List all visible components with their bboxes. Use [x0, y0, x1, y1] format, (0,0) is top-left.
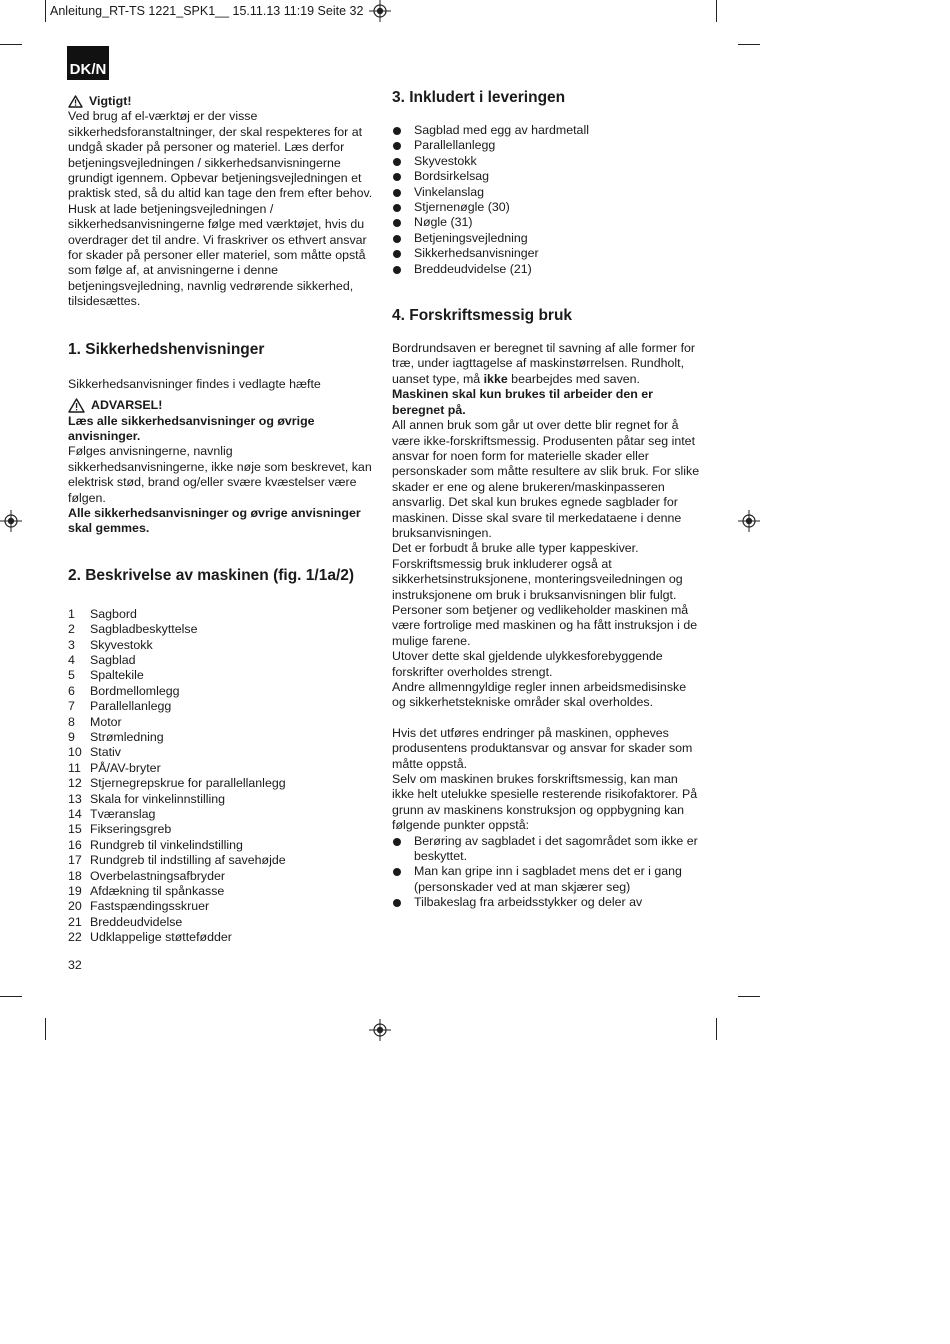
item-number: 21 — [68, 914, 82, 929]
bullet-icon — [392, 834, 414, 865]
warning-triangle-icon — [68, 95, 83, 108]
section1-heading: 1. Sikkerhedshenvisninger — [68, 340, 265, 358]
bullet-icon — [392, 215, 414, 230]
bullet-icon — [392, 246, 414, 261]
bullet-icon — [392, 185, 414, 200]
list-item — [68, 607, 373, 622]
left-column — [68, 94, 373, 946]
item-number: 4 — [68, 652, 75, 667]
item-number: 5 — [68, 668, 75, 683]
warning-bold-end: Alle sikkerhedsanvisninger og øvrige anvisninger skal gemmes. — [68, 505, 361, 536]
item-label: Parallellanlegg — [414, 138, 496, 153]
right-column — [392, 88, 702, 911]
list-item — [68, 745, 373, 760]
item-number: 17 — [68, 853, 82, 868]
item-number: 9 — [68, 730, 75, 744]
item-label: Nøgle (31) — [414, 215, 473, 230]
bullet-icon — [392, 231, 414, 246]
list-item — [392, 154, 702, 169]
warning-body: Følges anvisningerne, navnlig sikkerhedsanvisningerne, ikke nøje som beskrevet, kan elektrisk stød, brand og/eller svære kvæstelser være følgen. — [68, 444, 372, 505]
item-label: Stjernegrepskrue for parallellanlegg — [90, 776, 286, 791]
warning-triangle-icon — [68, 398, 85, 413]
list-item — [68, 884, 373, 899]
item-label: Motor — [90, 714, 122, 729]
item-number: 19 — [68, 884, 82, 899]
list-item — [68, 915, 373, 930]
item-label: Sagblad — [90, 652, 136, 667]
p1-text: Bordrundsaven er beregnet til savning af alle former for træ, under iagttagelse af maskinstørrelsen. Rundholt, uanset type, må — [392, 341, 696, 386]
list-item — [392, 123, 702, 138]
page-number: 32 — [68, 958, 82, 972]
item-label: Skala for vinkelinnstilling — [90, 791, 225, 806]
item-label: Tilbakeslag fra arbeidsstykker og deler av — [414, 895, 643, 910]
list-item — [68, 869, 373, 884]
item-label: Sagbord — [90, 606, 137, 621]
item-number: 20 — [68, 899, 82, 914]
item-label: Afdækning til spånkasse — [90, 884, 225, 899]
list-item — [68, 684, 373, 699]
item-label: Fikseringsgreb — [90, 822, 172, 837]
list-item — [68, 622, 373, 637]
bullet-icon — [392, 262, 414, 277]
item-label: Udklappelige støttefødder — [90, 930, 232, 945]
item-label: Strømledning — [90, 730, 164, 744]
bullet-icon — [392, 123, 414, 138]
item-label: Breddeudvidelse (21) — [414, 261, 532, 276]
list-item — [68, 899, 373, 914]
list-item — [68, 822, 373, 837]
section4-p3: Det er forbudt å bruke alle typer kappeskiver. — [392, 541, 639, 556]
list-item — [392, 262, 702, 277]
item-label: Rundgreb til indstilling af savehøjde — [90, 853, 286, 868]
item-number: 14 — [68, 807, 82, 822]
section1-intro: Sikkerhedsanvisninger findes i vedlagte hæfte — [68, 376, 321, 391]
item-label: Berøring av sagbladet i det sagområdet som ikke er beskyttet. — [414, 833, 698, 864]
item-label: Sikkerhedsanvisninger — [414, 246, 539, 261]
section4-p2: All annen bruk som går ut over dette blir regnet for å være ikke-forskriftsmessig. Produsenten påtar seg intet ansvar for noen form for materielle skader eller personskader som måtte resultere av slik bruk. For slike skader er ene og alene brukeren/maskinpasseren ansvarlig. Det skal kun brukes egnede sagblader for maskinen. Disse skal svare til merkedataene i denne bruksanvisningen. — [392, 418, 700, 540]
item-number: 3 — [68, 637, 75, 652]
item-number: 13 — [68, 791, 82, 806]
item-label: Tværanslag — [90, 807, 156, 822]
p1-text-end: bearbejdes med saven. — [507, 371, 640, 386]
item-number: 7 — [68, 699, 75, 714]
item-number: 16 — [68, 837, 82, 852]
section3-heading: 3. Inkludert i leveringen — [392, 89, 566, 106]
list-item — [68, 715, 373, 730]
section4-p1 — [392, 341, 702, 387]
risk-list — [392, 834, 702, 911]
section4-p6: Andre allmenngyldige regler innen arbeidsmedisinske og sikkerhetstekniske områder skal overholdes. — [392, 680, 687, 710]
item-label: Overbelastningsafbryder — [90, 868, 225, 883]
p1-bold: ikke — [483, 371, 508, 386]
list-item — [392, 215, 702, 230]
list-item — [392, 895, 702, 910]
list-item — [68, 838, 373, 853]
list-item — [68, 776, 373, 791]
bullet-icon — [392, 864, 414, 895]
language-badge: DK/N — [67, 46, 109, 80]
item-label: PÅ/AV-bryter — [90, 760, 161, 775]
registration-mark-icon — [738, 510, 760, 532]
bullet-icon — [392, 138, 414, 153]
print-header: Anleitung_RT-TS 1221_SPK1__ 15.11.13 11:19 Seite 32 — [50, 4, 364, 18]
bullet-icon — [392, 895, 414, 910]
list-item — [392, 169, 702, 184]
item-label: Sagblad med egg av hardmetall — [414, 123, 589, 137]
crop-mark — [738, 44, 760, 45]
crop-mark — [716, 1018, 717, 1040]
item-number: 15 — [68, 822, 82, 837]
section4-p8: Selv om maskinen brukes forskriftsmessig, kan man ikke helt utelukke spesielle resterende risikofaktorer. På grunn av maskinens konstruksjon og oppbygning kan følgende punkter oppstå: — [392, 772, 698, 833]
warning-title-text: ADVARSEL! — [91, 398, 163, 413]
item-number: 8 — [68, 714, 75, 729]
list-item — [392, 864, 702, 895]
important-body: Ved brug af el-værktøj er der visse sikkerhedsforanstaltninger, der skal respekteres for at undgå skader på personer og materiel. Læs derfor betjeningsvejledningen / sikkerhedsanvisningerne grundigt igennem. Opbevar betjeningsvejledningen et praktisk sted, så du altid kan tage den frem efter behov. Husk at lade betjeningsvejledningen / sikkerhedsanvisningerne følge med værktøjet, hvis du overdrager det til andre. Vi fraskriver os ethvert ansvar for skader på personer eller materiel, som måtte opstå som følge af, at anvisningerne i denne betjeningsvejledning, navnlig vedrørende sikkerhed, tilsidesættes. — [68, 109, 373, 309]
item-label: Bordsirkelsag — [414, 169, 490, 184]
bullet-icon — [392, 200, 414, 215]
list-item — [68, 699, 373, 714]
item-label: Stjernenøgle (30) — [414, 200, 510, 215]
list-item — [392, 138, 702, 153]
item-number: 18 — [68, 868, 82, 883]
crop-mark — [716, 0, 717, 22]
item-number: 12 — [68, 776, 82, 791]
section2-heading: 2. Beskrivelse av maskinen (fig. 1/1a/2) — [68, 566, 355, 584]
registration-mark-icon — [0, 510, 22, 532]
item-label: Breddeudvidelse — [90, 914, 183, 929]
item-label: Spaltekile — [90, 668, 144, 683]
important-title — [68, 94, 373, 109]
list-item — [68, 761, 373, 776]
item-number: 11 — [68, 760, 81, 775]
list-item — [68, 668, 373, 683]
list-item — [392, 246, 702, 261]
item-label: Parallellanlegg — [90, 699, 172, 714]
crop-mark — [45, 0, 46, 22]
list-item — [392, 231, 702, 246]
item-number: 22 — [68, 930, 82, 945]
crop-mark — [0, 996, 22, 997]
item-number: 6 — [68, 683, 75, 698]
item-label: Betjeningsvejledning — [414, 230, 528, 245]
crop-mark — [0, 44, 22, 45]
section4-p5: Utover dette skal gjeldende ulykkesforebyggende forskrifter overholdes strengt. — [392, 649, 663, 679]
delivery-list — [392, 123, 702, 277]
list-item — [68, 792, 373, 807]
list-item — [68, 853, 373, 868]
crop-mark — [738, 996, 760, 997]
section4-p4: Forskriftsmessig bruk inkluderer også at sikkerhetsinstruksjonene, monteringsveiledningen og instruksjonene om bruk i bruksanvisningen blir fulgt. Personer som betjener og vedlikeholder maskinen må være fortrolige med maskinen og ha fått instruksjon i de mulige farene. — [392, 556, 698, 648]
item-label: Fastspændingsskruer — [90, 899, 210, 914]
section4-heading: 4. Forskriftsmessig bruk — [392, 307, 573, 325]
important-title-text: Vigtigt! — [89, 94, 132, 108]
item-label: Vinkelanslag — [414, 184, 485, 199]
warning-bold: Læs alle sikkerhedsanvisninger og øvrige anvisninger. — [68, 413, 315, 443]
list-item — [68, 930, 373, 945]
item-label: Rundgreb til vinkelindstilling — [90, 837, 243, 852]
item-label: Skyvestokk — [414, 153, 477, 168]
bullet-icon — [392, 154, 414, 169]
crop-mark — [45, 1018, 46, 1040]
item-number: 1 — [68, 606, 75, 621]
list-item — [392, 185, 702, 200]
registration-mark-icon — [369, 0, 391, 22]
item-number: 10 — [68, 745, 82, 760]
parts-list — [68, 607, 373, 946]
item-label: Bordmellomlegg — [90, 683, 180, 698]
list-item — [68, 638, 373, 653]
item-label: Man kan gripe inn i sagbladet mens det er i gang (personskader ved at man skjærer seg) — [414, 864, 682, 894]
list-item — [68, 653, 373, 668]
registration-mark-icon — [369, 1019, 391, 1041]
list-item — [68, 730, 373, 745]
bullet-icon — [392, 169, 414, 184]
list-item — [68, 807, 373, 822]
item-label: Skyvestokk — [90, 637, 153, 652]
list-item — [392, 834, 702, 865]
item-label: Sagbladbeskyttelse — [90, 622, 198, 637]
item-number: 2 — [68, 622, 75, 637]
warning-title — [68, 398, 373, 413]
list-item — [392, 200, 702, 215]
section4-bold-line: Maskinen skal kun brukes til arbeider den er beregnet på. — [392, 387, 653, 417]
section4-p7: Hvis det utføres endringer på maskinen, oppheves produsentens produktansvar og ansvar for skader som måtte oppstå. — [392, 725, 693, 771]
item-label: Stativ — [90, 745, 121, 760]
